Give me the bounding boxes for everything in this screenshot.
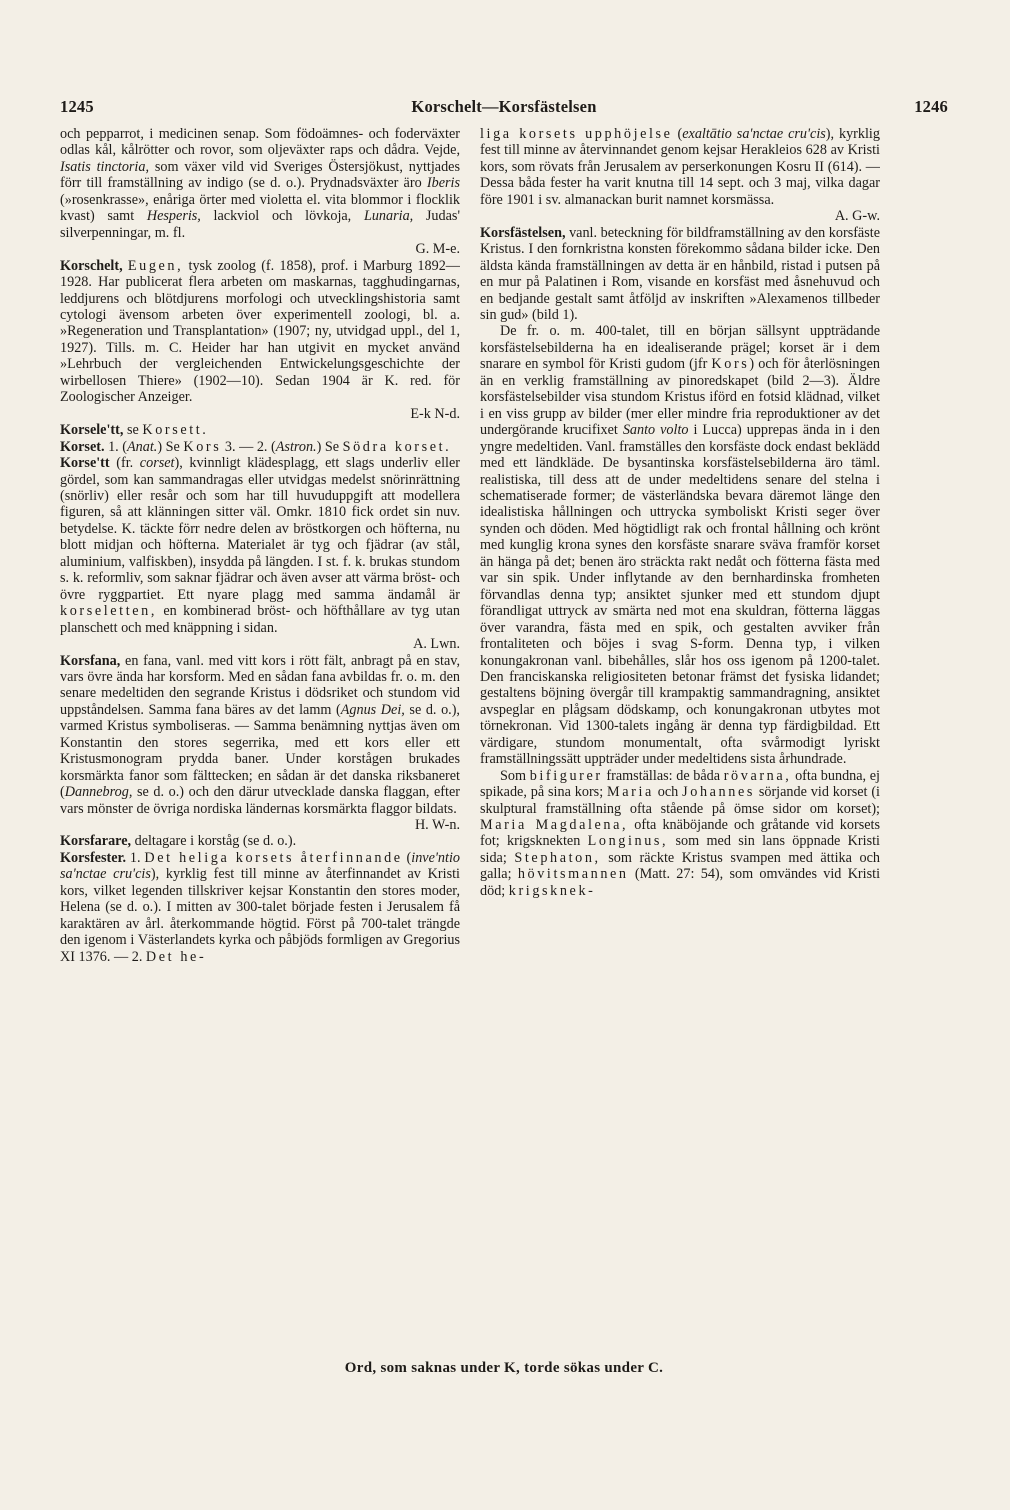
page-number-left: 1245 xyxy=(60,97,94,116)
author-signature: A. G-w. xyxy=(834,208,880,225)
entry-korset: Korset. 1. (Anat.) Se Kors 3. — 2. (Astron.) Se Södra korset. xyxy=(60,438,452,455)
entry-korsfarare: Korsfarare, deltagare i korståg (se d. o.). xyxy=(60,833,297,850)
entry-korsfastelsen: Korsfästelsen, vanl. beteckning för bildframställning av den korsfäste Kristus. I den fornkristna konsten förekommo sådana bilder icke. Den äldsta kända framställningen av detta är en hånbild, ristad i putsen på en mur på Palatinen i Rom, visande en korsfäst med åsnehuvud och en bedjande gestalt samt åtföljd av inskriften »Alexamenos tillbeder sin gud» (bild 1). xyxy=(480,224,880,323)
author-signature: E-k N-d. xyxy=(410,405,460,422)
headword: Korsfester. xyxy=(60,849,127,866)
paragraph-history: De fr. o. m. 400-talet, till en början sällsynt uppträdande korsfästelsebilderna ha en idealiserande prägel; korset är i dem snarare en symbol för Kristi gudom (jfr Kors) och för återlösningen än en verklig framställning av pinoredskapet (bild 2—3). Äldre korsfästelsebilder visa stundom Kristus iförd en fotsid klädnad, vilket i en viss grupp av bilder (mer eller mindre fria reproduktioner av det undergörande krucifixet Santo volto i Lucca) upprepas ända in i den yngre medeltiden. Vanl. framställes den korsfäste dock endast beklädd med ett ländkläde. De bysantinska korsfästelsebilderna äro täml. realistiska, till dess att de under medeltidens senare del stelna i schematiserade former; de västerländska bevara däremot länge den idealistiska hållningen och uttrycka symboliskt Kristi seger över synden och döden. Med högtidligt rak och frontal hållning och krönt med kunglig krona synes den korsfäste snarare sväva framför korset än hänga på det; benen äro sträckta rakt nedåt och fötterna fästa med var sin spik. Under inflytande av den bernhardinska fromheten förvandlas denna typ; ansiktet sjunker med ett stundom djupt förandligat uttryck av smärta ned mot ena skuldran, fötterna läggas över varandra, fästa med en spik, och gestalten avviker från frontaliteten och böjes i svag S-form. Denna typ, i vilken konungakronan vanl. bibehålles, slår hos oss igenom på 1200-talet. Den franciskanska religiositeten betonar främst det fysiska lidandet; gestaltens böjning övergår till krampaktig sammandragning, ansiktet avspeglar en plågsam dödskamp, och konungakronan utbytes mot törnekronan. Vid 1300-talets ingång är denna typ färdigbildad. Ett värdigare, stundom monumentalt, ofta svårmodigt lyriskt framställningssätt uppträder under medeltidens sista århundrade. xyxy=(480,323,880,768)
left-column xyxy=(60,126,460,1344)
page-footer-note: Ord, som saknas under K, torde sökas under C. xyxy=(344,1360,664,1376)
headword: Korset. xyxy=(60,438,105,455)
running-title: Korschelt—Korsfästelsen xyxy=(411,97,597,116)
author-signature: H. W-n. xyxy=(414,817,460,834)
right-column xyxy=(480,126,880,1344)
headword: Korsele'tt, xyxy=(60,422,124,439)
headword: Korsfästelsen, xyxy=(480,224,566,241)
headword: Korsfarare, xyxy=(60,833,132,850)
page-header xyxy=(60,97,948,123)
author-signature: A. Lwn. xyxy=(413,636,460,653)
headword: Korsfana, xyxy=(60,652,121,669)
entry-korsett: Korse'tt (fr. corset), kvinnligt klädesplagg, ett slags underliv eller gördel, som kan sammandragas eller utvidgas medelst snörinrättning (snörliv) eller resår och som har till huvuduppgift att modellera figuren, så att klänningen sitter väl. Omkr. 1810 fick ordet sin nuv. betydelse. K. täckte förr nedre delen av bröstkorgen och höfterna, nu blott midjan och höfterna. Materialet är tyg och fjädrar (av stål, aluminium, valfiskben), insydda på längden. I st. f. k. brukas stundom s. k. reformliv, som saknar fjädrar och även avser att värma bröst- och övre ryggpartiet. Ett nyare plagg med samma ändamål är korseletten, en kombinerad bröst- och höfthållare av tyg utan planschett och med knäppning i sidan. A. Lwn. xyxy=(60,455,460,653)
entry-korsfester: Korsfester. 1. Det heliga korsets återfinnande (inve'ntio sa'nctae cru'cis), kyrklig fest till minne av återfinnandet av Kristi kors, vilket legenden tillskriver kejsar Konstantin den stores moder, Helena (se d. o.). I mitten av 300-talet började festen i Jerusalem få karaktären av årl. återkommande högtid. Först på 700-talet trängde den igenom i Västerlandets kyrka och påbjöds formligen av Gregorius XI 1376. — 2. Det he- xyxy=(60,849,460,965)
entry-korschelt: Korschelt, Eugen, tysk zoolog (f. 1858), prof. i Marburg 1892—1928. Har publicerat flera arbeten om maskarnas, tagghudingarnas, leddjurens och blötdjurens morfologi och utvecklingshistoria samt cytologi ävensom arbeten över experimentell zoologi, bl. a. »Regeneration und Transplantation» (1907; ny, utvidgad uppl., del 1, 1927). Tills. m. C. Heider har han utgivit en mycket använd »Lehrbuch der vergleichenden Entwickelungsgeschichte der wirbellosen Thiere» (1902—10). Sedan 1904 är K. red. för Zoologischer Anzeiger. E-k N-d. xyxy=(60,257,460,422)
headword: Korschelt, xyxy=(60,257,123,274)
page-number-right: 1246 xyxy=(914,97,948,116)
entry-korsfester-continued: liga korsets upphöjelse (exaltātio sa'nctae cru'cis), kyrklig fest till minne av återvinnandet genom kejsar Herakleios 628 av Kristi kors, som rövats från Jerusalem av perserkonungen Kosru II (614). — Dessa båda fester ha varit knutna till 14 sept. och 3 maj, vilka dagar före 1901 i sv. almanackan burit namnet korsmässa. A. G-w. xyxy=(480,126,880,225)
author-signature: G. M-e. xyxy=(415,241,460,258)
entry-continuation: och pepparrot, i medicinen senap. Som födoämnes- och foderväxter odlas kål, kålrötter och rovor, som oljeväxter raps och dådra. Vejde, Isatis tinctoria, som växer vild vid Sveriges Östersjökust, nyttjades förr till framställning av indigo (se d. o.). Prydnadsväxter äro Iberis (»rosenkrasse», enåriga örter med violetta el. vita blommor i flocklik kvast) samt Hesperis, lackviol och lövkoja, Lunaria, Judas' silverpenningar, m. fl. G. M-e. xyxy=(60,126,460,258)
paragraph-bifigurer: Som bifigurer framställas: de båda rövarna, ofta bundna, ej spikade, på sina kors; Maria och Johannes sörjande vid korset (i skulptural framställning ofta stående på ömse sidor om korset); Maria Magdalena, ofta knäböjande och gråtande vid korsets fot; krigsknekten Longinus, som med sin lans öppnade Kristi sida; Stephaton, som räckte Kristus svampen med ättika och galla; hövitsmannen (Matt. 27: 54), som omvändes vid Kristi död; krigsknek- xyxy=(480,767,880,899)
headword: Korse'tt xyxy=(60,455,110,472)
entry-korselett: Korsele'tt, se Korsett. xyxy=(60,422,209,439)
entry-korsfana: Korsfana, en fana, vanl. med vitt kors i rött fält, anbragt på en stav, vars övre ända har korsform. Med en sådan fana avbildas fr. o. m. den senare medeltiden den segrande Kristus i dödsriket och stundom vid uppståndelsen. Samma fana bäres av det lamm (Agnus Dei, se d. o.), varmed Kristus symboliseras. — Samma benämning nyttjas även om Konstantin den stores segerrika, med ett kors eller ett Kristusmonogram prydda baner. Under korstågen brukades korsmärkta fanor som fälttecken; en sådan är det danska riksbaneret (Dannebrog, se d. o.) och den därur utvecklade danska flaggan, efter vars mönster de övriga nordiska ländernas korsmärkta flaggor bildats. H. W-n. xyxy=(60,652,460,834)
